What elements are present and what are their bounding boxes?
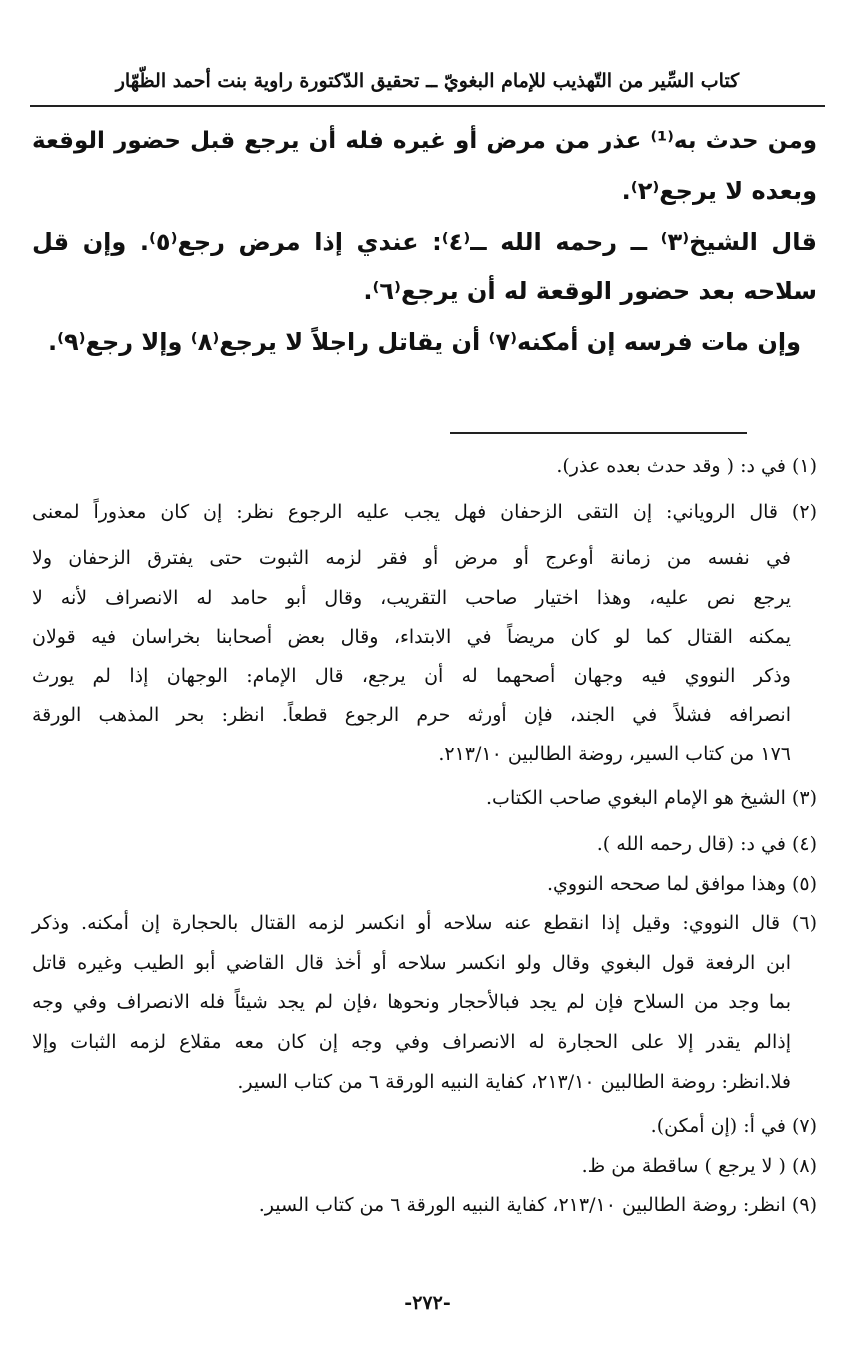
footnote-line: بما وجد من السلاح فإن لم يجد فبالأحجار ونحوها ،فإن لم يجد شيئاً فله الانصراف وفي وجه [32, 991, 791, 1013]
footnote-line: (٦) قال النووي: وقيل إذا انقطع عنه سلاحه أو انكسر لزمه القتال بالحجارة إن أمكنه. وذكر [32, 912, 817, 934]
main-line: وبعده لا يرجع⁽٢⁾. [621, 177, 817, 205]
footnote-line: (٥) وهذا موافق لما صححه النووي. [546, 873, 817, 895]
header-divider [30, 105, 825, 107]
footnote-line: في نفسه من زمانة أوعرج أو مرض أو فقر لزمه الثبوت حتى يفترق الزحفان ولا [32, 547, 791, 569]
page-number: -٢٧٢- [404, 1292, 451, 1314]
footnote-line: وذكر النووي فيه وجهان أصحهما له أن يرجع، قال الإمام: الوجهان إذا لم يورث [32, 665, 791, 687]
footnote-line: ابن الرفعة قول البغوي وقال ولو انكسر سلاحه أو أخذ قال القاضي أبو الطيب وغيره قاتل [32, 952, 791, 974]
footnote-line: (٤) في د: (قال رحمه الله ). [596, 833, 817, 855]
running-header: كتاب السِّير من التّهذيب للإمام البغويّ ــ تحقيق الدّكتورة راوية بنت أحمد الظّهّار [115, 70, 740, 92]
footnote-divider [450, 432, 747, 434]
footnote-line: (٨) ( لا يرجع ) ساقطة من ظ. [581, 1155, 817, 1177]
footnote-line: (٣) الشيخ هو الإمام البغوي صاحب الكتاب. [486, 787, 817, 809]
footnote-line: (١) في د: ( وقد حدث بعده عذر). [556, 455, 817, 477]
footnote-line: (٩) انظر: روضة الطالبين ٢١٣/١٠، كفاية النبيه الورقة ٦ من كتاب السير. [258, 1194, 817, 1216]
footnote-line: فلا.انظر: روضة الطالبين ٢١٣/١٠، كفاية النبيه الورقة ٦ من كتاب السير. [237, 1071, 791, 1093]
footnote-line: (٧) في أ: (إن أمكن). [650, 1115, 817, 1137]
main-line: ومن حدث به⁽¹⁾ عذر من مرض أو غيره فله أن يرجع قبل حضور الوقعة [32, 128, 817, 154]
footnote-line: ١٧٦ من كتاب السير، روضة الطالبين ٢١٣/١٠. [438, 743, 791, 765]
footnote-line: انصرافه فشلاً في الجند، فإن أورثه حرم الرجوع قطعاً. انظر: بحر المذهب الورقة [32, 704, 791, 726]
main-line: سلاحه بعد حضور الوقعة له أن يرجع⁽٦⁾. [363, 277, 817, 305]
main-line: وإن مات فرسه إن أمكنه⁽٧⁾ أن يقاتل راجلاً لا يرجع⁽٨⁾ وإلا رجع⁽٩⁾. [47, 328, 801, 356]
footnote-line: يرجع نص عليه، وهذا اختيار صاحب التقريب، وقال أبو حامد له الانصراف لأنه لا [32, 587, 791, 609]
footnote-line: (٢) قال الروياني: إن التقى الزحفان فهل يجب عليه الرجوع نظر: إن كان معذوراً لمعنى [32, 501, 817, 523]
footnote-line: يمكنه القتال كما لو كان مريضاً في الابتداء، وقال بعض أصحابنا بخراسان فيه قولان [32, 626, 791, 648]
main-line: قال الشيخ⁽٣⁾ ــ رحمه الله ــ⁽٤⁾: عندي إذا مرض رجع⁽٥⁾. وإن قل [32, 228, 817, 256]
footnote-line: إذالم يقدر إلا على الحجارة له الانصراف وفي وجه إن كان معه مقلاع لزمه الثبات وإلا [32, 1031, 791, 1053]
